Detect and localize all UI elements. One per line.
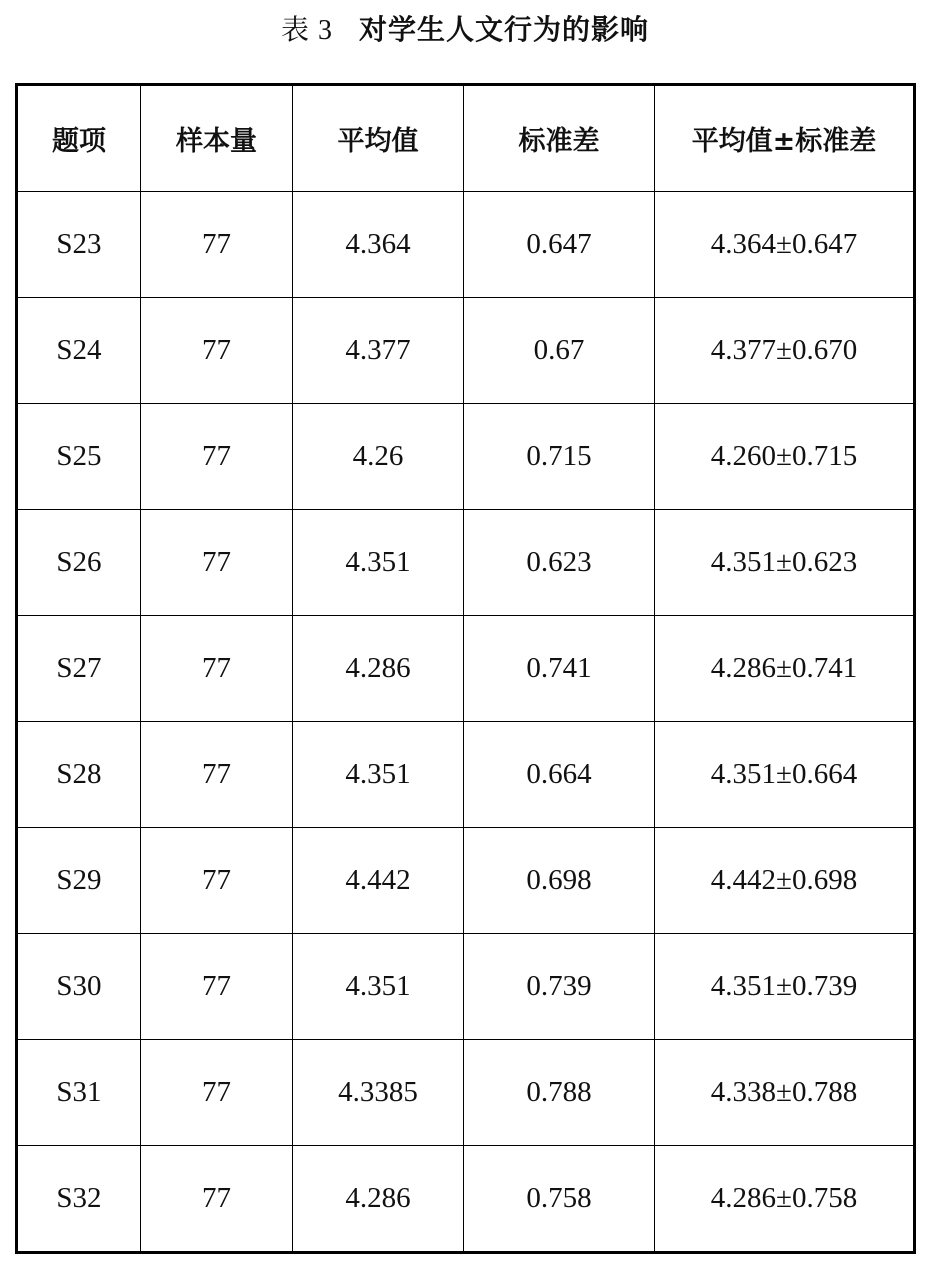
cell-mean: 4.3385 — [293, 1040, 464, 1146]
table-row — [17, 510, 915, 616]
cell-mean: 4.377 — [293, 298, 464, 404]
cell-item: S26 — [17, 510, 141, 616]
cell-item: S29 — [17, 828, 141, 934]
table-body — [17, 192, 915, 1253]
table-row — [17, 934, 915, 1040]
header-item: 题项 — [17, 85, 141, 192]
cell-mean-std: 4.260±0.715 — [655, 404, 915, 510]
cell-sample-size: 77 — [141, 1040, 293, 1146]
table-caption — [0, 10, 930, 51]
cell-mean-std: 4.442±0.698 — [655, 828, 915, 934]
cell-sample-size: 77 — [141, 404, 293, 510]
cell-mean-std: 4.351±0.739 — [655, 934, 915, 1040]
table-row — [17, 1040, 915, 1146]
cell-item: S23 — [17, 192, 141, 298]
cell-mean-std: 4.286±0.741 — [655, 616, 915, 722]
table-row — [17, 1146, 915, 1253]
cell-mean: 4.351 — [293, 722, 464, 828]
header-sample-size: 样本量 — [141, 85, 293, 192]
data-table — [15, 83, 916, 1254]
table-row — [17, 616, 915, 722]
cell-mean-std: 4.364±0.647 — [655, 192, 915, 298]
table-title: 对学生人文行为的影响 — [359, 13, 650, 46]
cell-std-dev: 0.788 — [464, 1040, 655, 1146]
cell-mean-std: 4.351±0.664 — [655, 722, 915, 828]
cell-mean-std: 4.286±0.758 — [655, 1146, 915, 1253]
cell-sample-size: 77 — [141, 298, 293, 404]
cell-item: S27 — [17, 616, 141, 722]
header-mean: 平均值 — [293, 85, 464, 192]
header-mean-std: 平均值±标准差 — [655, 85, 915, 192]
cell-std-dev: 0.758 — [464, 1146, 655, 1253]
cell-mean-std: 4.377±0.670 — [655, 298, 915, 404]
cell-item: S30 — [17, 934, 141, 1040]
cell-sample-size: 77 — [141, 1146, 293, 1253]
header-std-dev: 标准差 — [464, 85, 655, 192]
cell-sample-size: 77 — [141, 722, 293, 828]
cell-std-dev: 0.623 — [464, 510, 655, 616]
cell-mean: 4.286 — [293, 1146, 464, 1253]
cell-std-dev: 0.67 — [464, 298, 655, 404]
cell-std-dev: 0.698 — [464, 828, 655, 934]
cell-std-dev: 0.647 — [464, 192, 655, 298]
cell-mean: 4.351 — [293, 510, 464, 616]
cell-item: S32 — [17, 1146, 141, 1253]
cell-sample-size: 77 — [141, 934, 293, 1040]
cell-std-dev: 0.741 — [464, 616, 655, 722]
cell-mean: 4.364 — [293, 192, 464, 298]
table-row — [17, 192, 915, 298]
cell-mean: 4.442 — [293, 828, 464, 934]
table-row — [17, 404, 915, 510]
cell-item: S25 — [17, 404, 141, 510]
table-row — [17, 828, 915, 934]
cell-mean: 4.286 — [293, 616, 464, 722]
cell-sample-size: 77 — [141, 616, 293, 722]
cell-mean: 4.26 — [293, 404, 464, 510]
header-row — [17, 85, 915, 192]
table-row — [17, 722, 915, 828]
cell-std-dev: 0.739 — [464, 934, 655, 1040]
table-number: 表 3 — [280, 15, 333, 46]
cell-item: S24 — [17, 298, 141, 404]
cell-std-dev: 0.715 — [464, 404, 655, 510]
cell-mean-std: 4.351±0.623 — [655, 510, 915, 616]
cell-sample-size: 77 — [141, 828, 293, 934]
cell-std-dev: 0.664 — [464, 722, 655, 828]
cell-mean-std: 4.338±0.788 — [655, 1040, 915, 1146]
cell-item: S28 — [17, 722, 141, 828]
cell-item: S31 — [17, 1040, 141, 1146]
table-row — [17, 298, 915, 404]
cell-sample-size: 77 — [141, 192, 293, 298]
table-header — [17, 85, 915, 192]
cell-sample-size: 77 — [141, 510, 293, 616]
cell-mean: 4.351 — [293, 934, 464, 1040]
